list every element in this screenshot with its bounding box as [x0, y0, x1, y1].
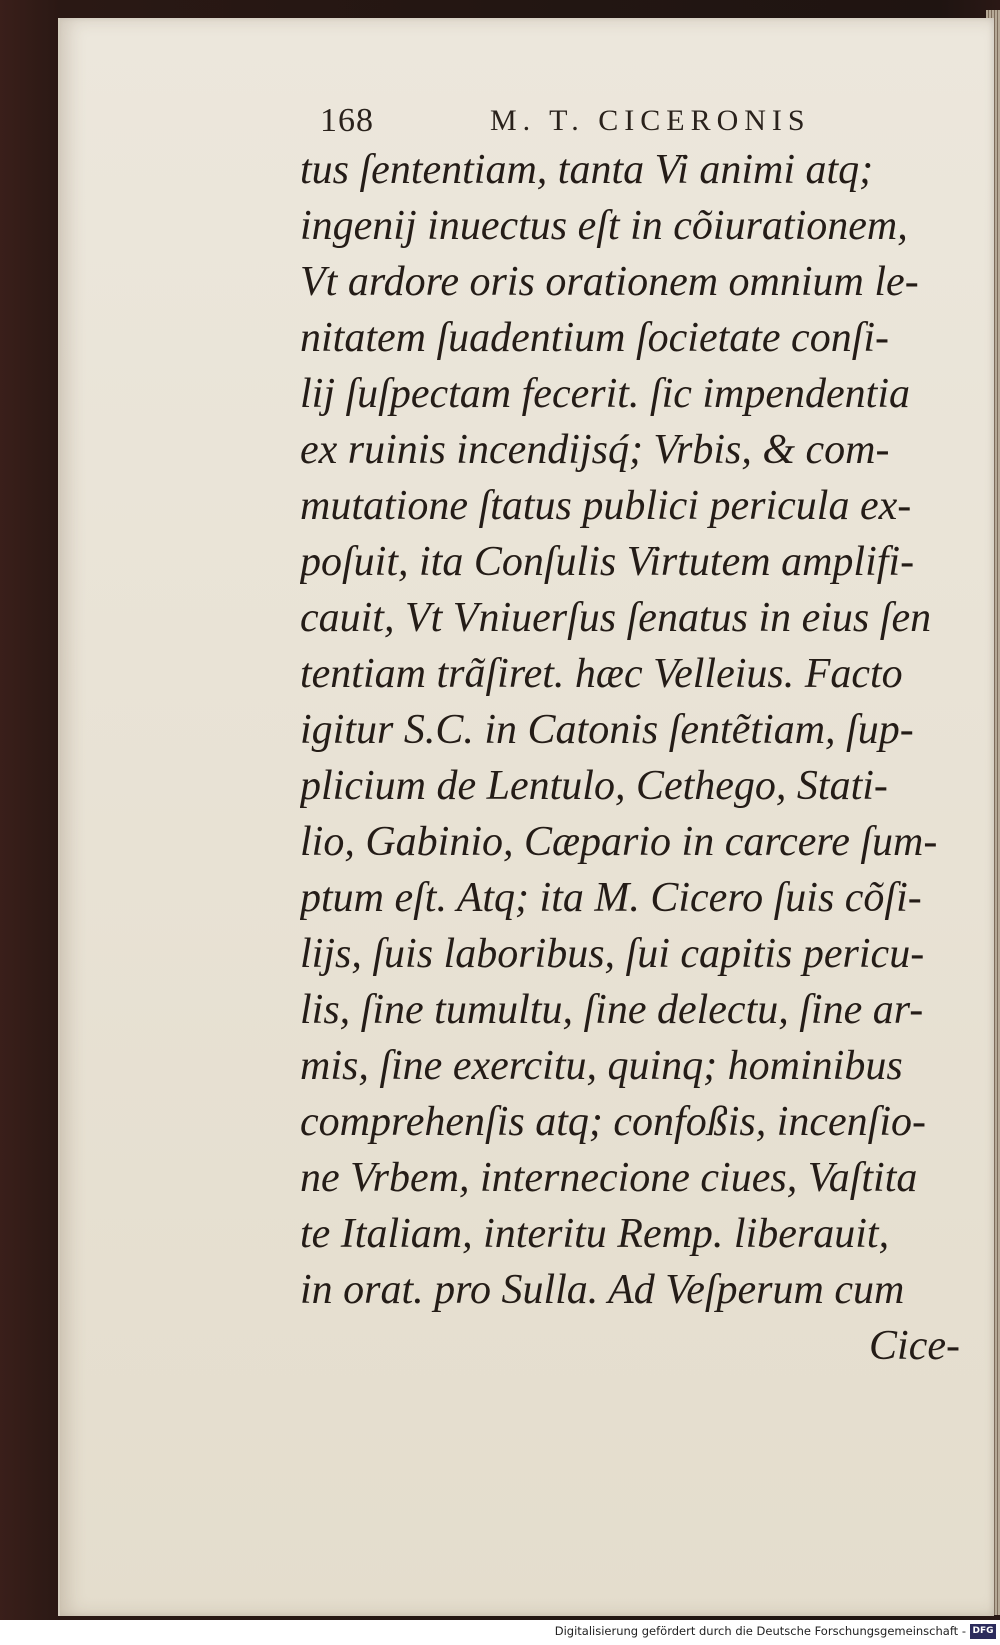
text-line: lij ſuſpectam fecerit. ſic impendentia [300, 371, 911, 417]
text-line: tentiam trãſiret. hæc Velleius. Facto [300, 651, 903, 697]
text-line: lijs, ſuis laboribus, ſui capitis pericu- [300, 931, 925, 977]
text-line: nitatem ſuadentium ſocietate conſi- [300, 315, 890, 361]
text-line: ex ruinis incendijsq́; Vrbis, & com- [300, 427, 890, 473]
text-line: comprehenſis atq; confoßis, incenſio- [300, 1099, 926, 1145]
text-line: Vt ardore oris orationem omnium le- [300, 259, 919, 305]
text-line: cauit, Vt Vniuerſus ſenatus in eius ſen [300, 595, 932, 641]
text-line: ingenij inuectus eſt in cõiurationem, [300, 203, 908, 249]
text-line: igitur S.C. in Catonis ſentẽtiam, ſup- [300, 707, 914, 753]
page-header [320, 98, 840, 146]
text-line: lis, ſine tumultu, ſine delectu, ſine ar- [300, 987, 924, 1033]
text-line: ptum eſt. Atq; ita M. Cicero ſuis cõſi- [300, 875, 922, 921]
page-number: 168 [320, 102, 374, 139]
running-title: M. T. CICERONIS [490, 104, 811, 137]
text-line: mutatione ſtatus publici pericula ex- [300, 483, 912, 529]
body-text [300, 142, 960, 1374]
catchword: Cice- [869, 1323, 960, 1369]
text-line: ne Vrbem, internecione ciues, Vaſtita [300, 1155, 918, 1201]
funding-notice: Digitalisierung gefördert durch die Deutsche Forschungsgemeinschaft - [554, 1624, 966, 1638]
text-line: te Italiam, interitu Remp. liberauit, [300, 1211, 890, 1257]
text-line: plicium de Lentulo, Cethego, Stati- [300, 763, 888, 809]
text-line: mis, ſine exercitu, quinq; hominibus [300, 1043, 903, 1089]
text-line: tus ſententiam, tanta Vi animi atq; [300, 147, 874, 193]
dfg-logo-icon: DFG [970, 1624, 996, 1639]
text-line: lio, Gabinio, Cæpario in carcere ſum- [300, 819, 938, 865]
text-line: in orat. pro Sulla. Ad Veſperum cum [300, 1267, 905, 1313]
text-line: poſuit, ita Conſulis Virtutem amplifi- [300, 539, 915, 585]
digitization-footer [0, 1620, 1000, 1645]
